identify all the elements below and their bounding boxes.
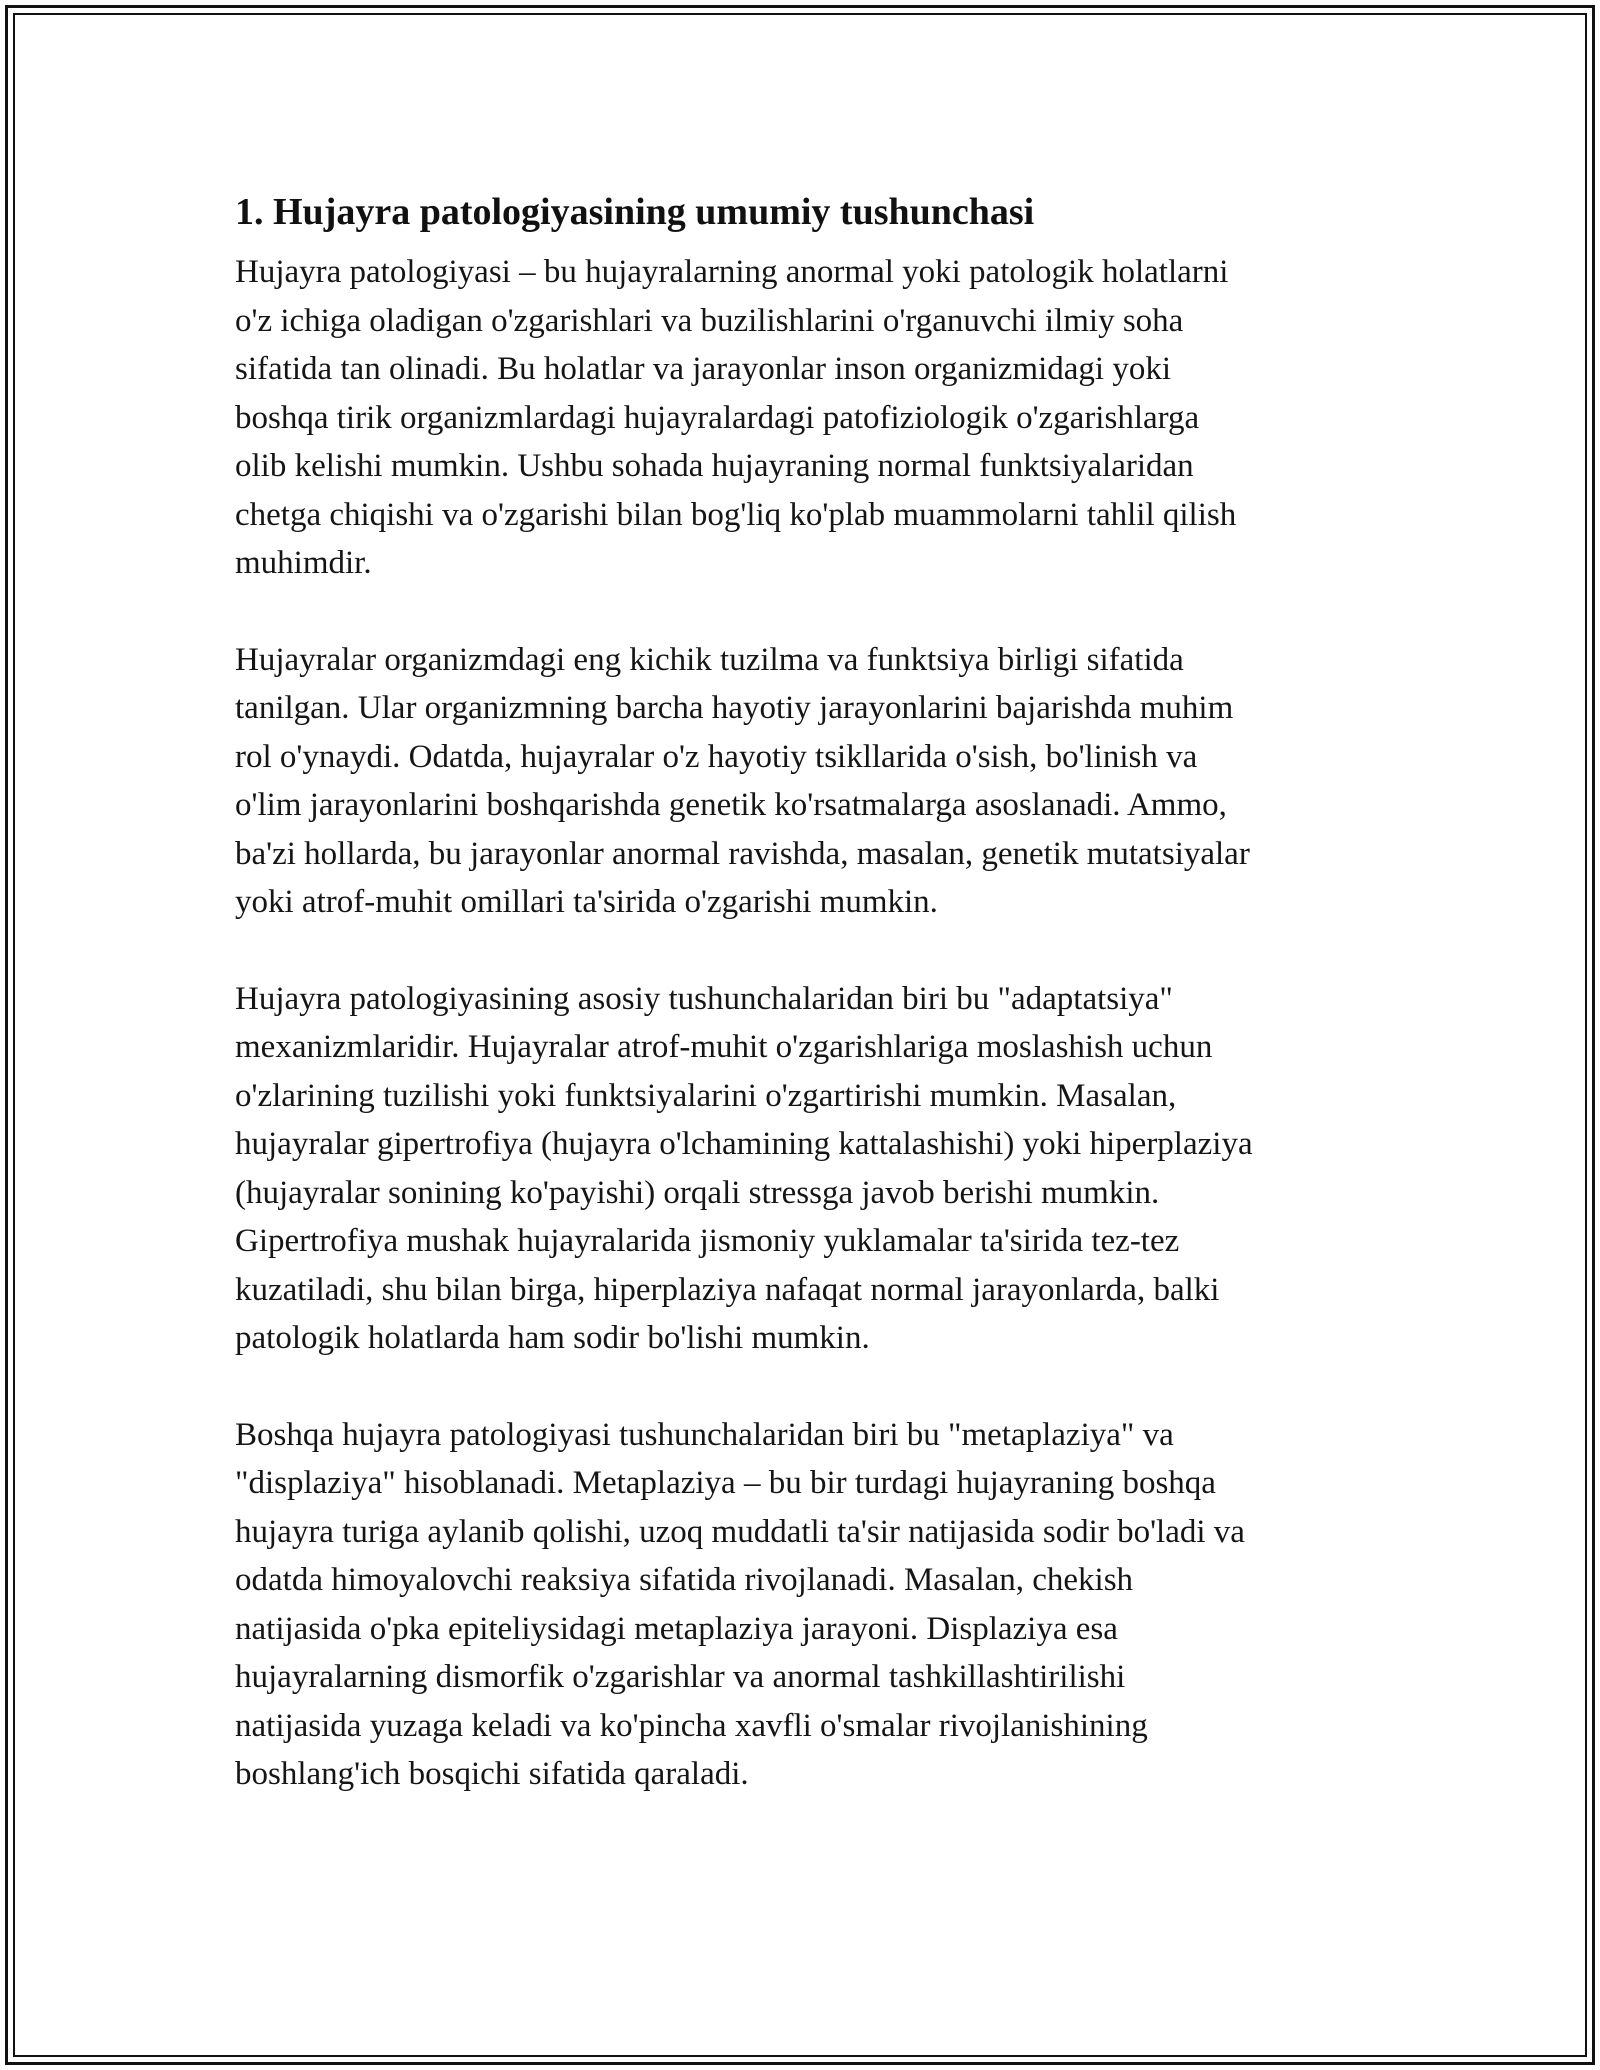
paragraph-cells: Hujayralar organizmdagi eng kichik tuzilma va funktsiya birligi sifatida tanilgan. Ular organizmning barcha hayotiy jarayonlarini bajarishda muhim rol o'ynaydi. Odatda, hujayralar o'z hayotiy tsikllarida o'sish, bo'linish va o'lim jarayonlarini boshqarishda genetik ko'rsatmalarga asoslanadi. Ammo, ba'zi hollarda, bu jarayonlar anormal ravishda, masalan, genetik mutatsiyalar yoki atrof-muhit omillari ta'sirida o'zgarishi mumkin. (235, 641, 1250, 920)
section-heading: 1. Hujayra patologiyasining umumiy tushunchasi (235, 191, 1035, 233)
paragraph-intro: Hujayra patologiyasi – bu hujayralarning anormal yoki patologik holatlarni o'z ichiga oladigan o'zgarishlari va buzilishlarini o'rganuvchi ilmiy soha sifatida tan olinadi. Bu holatlar va jarayonlar inson organizmidagi yoki boshqa tirik organizmlardagi hujayralardagi patofiziologik o'zgarishlarga olib kelishi mumkin. Ushbu sohada hujayraning normal funktsiyalaridan chetga chiqishi va o'zgarishi bilan bog'liq ko'plab muammolarni tahlil qilish muhimdir. (235, 254, 1237, 581)
paragraph-adaptation: Hujayra patologiyasining asosiy tushunchalaridan biri bu "adaptatsiya" mexanizmlaridir. Hujayralar atrof-muhit o'zgarishlariga moslashish uchun o'zlarining tuzilishi yoki funktsiyalarini o'zgartirishi mumkin. Masalan, hujayralar gipertrofiya (hujayra o'lchamining kattalashishi) yoki hiperplaziya (hujayralar sonining ko'payishi) orqali stressga javob berishi mumkin. Gipertrofiya mushak hujayralarida jismoniy yuklamalar ta'sirida tez-tez kuzatiladi, shu bilan birga, hiperplaziya nafaqat normal jarayonlarda, balki patologik holatlarda ham sodir bo'lishi mumkin. (235, 980, 1253, 1356)
document-body (235, 186, 1375, 1847)
paragraph-metaplasia: Boshqa hujayra patologiyasi tushunchalaridan biri bu "metaplaziya" va "displaziya" hisoblanadi. Metaplaziya – bu bir turdagi hujayraning boshqa hujayra turiga aylanib qolishi, uzoq muddatli ta'sir natijasida sodir bo'ladi va odatda himoyalovchi reaksiya sifatida rivojlanadi. Masalan, chekish natijasida o'pka epiteliysidagi metaplaziya jarayoni. Displaziya esa hujayralarning dismorfik o'zgarishlar va anormal tashkillashtirilishi natijasida yuzaga keladi va ko'pincha xavfli o'smalar rivojlanishining boshlang'ich bosqichi sifatida qaraladi. (235, 1416, 1245, 1792)
